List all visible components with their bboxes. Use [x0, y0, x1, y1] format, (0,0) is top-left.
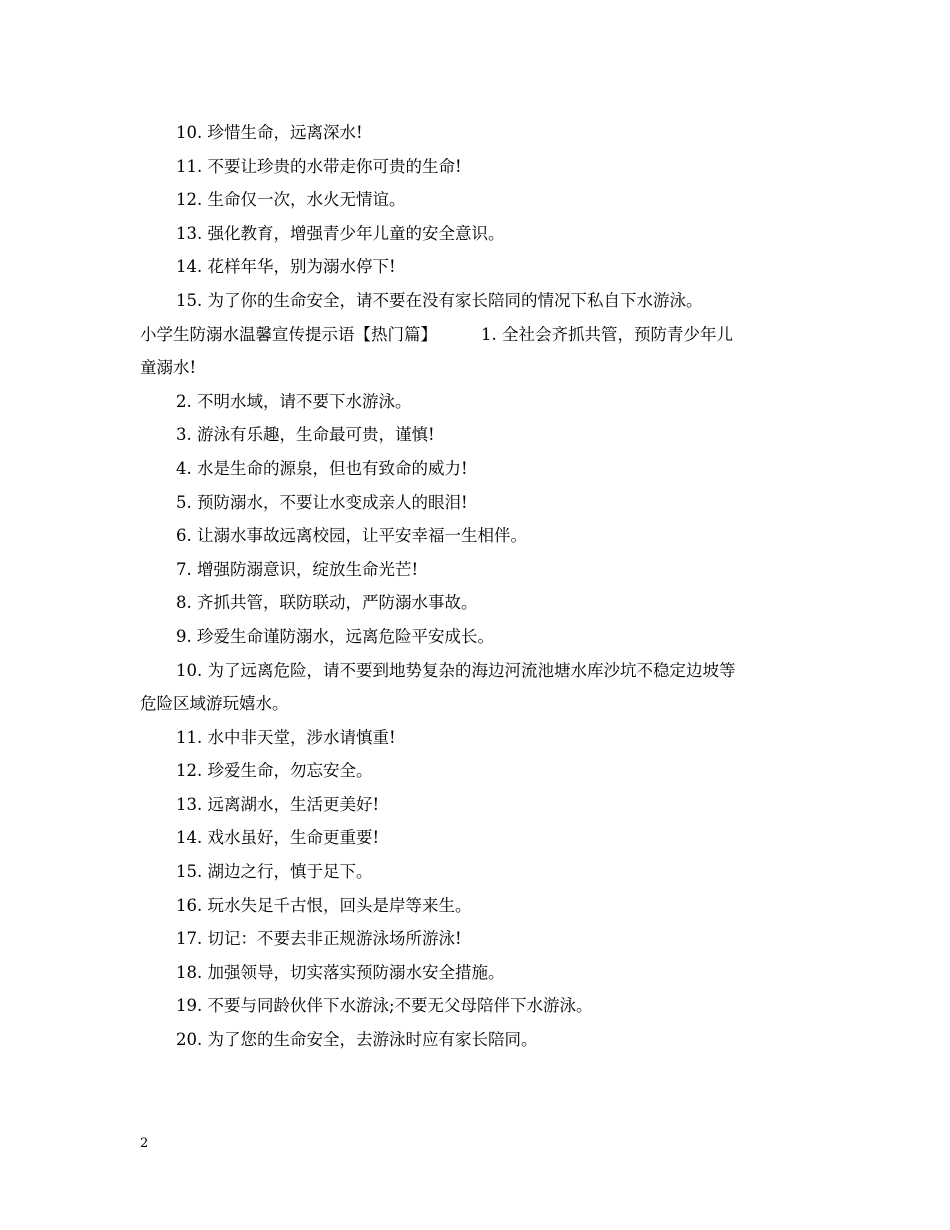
- slogan-line: 14. 戏水虽好，生命更重要!: [176, 828, 380, 848]
- slogan-line: 15. 湖边之行，慎于足下。: [176, 862, 373, 882]
- slogan-line: 12. 珍爱生命，勿忘安全。: [176, 761, 373, 781]
- slogan-line: 5. 预防溺水，不要让水变成亲人的眼泪!: [176, 492, 468, 512]
- slogan-line: 3. 游泳有乐趣，生命最可贵，谨慎!: [176, 425, 435, 445]
- slogan-line: 16. 玩水失足千古恨，回头是岸等来生。: [176, 895, 472, 915]
- slogan-line: 10. 为了远离危险，请不要到地势复杂的海边河流池塘水库沙坑不稳定边坡等: [176, 660, 736, 680]
- slogan-line: 2. 不明水域，请不要下水游泳。: [176, 391, 412, 411]
- slogan-line: 11. 水中非天堂，涉水请慎重!: [176, 727, 396, 747]
- slogan-line: 6. 让溺水事故远离校园，让平安幸福一生相伴。: [176, 526, 527, 546]
- section-heading-line: [140, 318, 816, 352]
- slogan-line: 13. 远离湖水，生活更美好!: [176, 794, 380, 814]
- slogan-line: 18. 加强领导，切实落实预防溺水安全措施。: [176, 962, 505, 982]
- slogan-line: 9. 珍爱生命谨防溺水，远离危险平安成长。: [176, 626, 494, 646]
- slogan-line: 17. 切记：不要去非正规游泳场所游泳!: [176, 929, 462, 949]
- section-heading: 小学生防溺水温馨宣传提示语【热门篇】: [140, 324, 437, 344]
- slogan-line: 15. 为了你的生命安全，请不要在没有家长陪同的情况下私自下水游泳。: [176, 290, 703, 310]
- slogan-line: 12. 生命仅一次，水火无情谊。: [176, 190, 406, 210]
- slogan-line: 4. 水是生命的源泉，但也有致命的威力!: [176, 458, 468, 478]
- slogan-item-first: 1. 全社会齐抓共管，预防青少年儿: [481, 324, 733, 344]
- slogan-line: 20. 为了您的生命安全，去游泳时应有家长陪同。: [176, 1030, 538, 1050]
- slogan-line: 19. 不要与同龄伙伴下水游泳;不要无父母陪伴下水游泳。: [176, 996, 593, 1016]
- slogan-line: 13. 强化教育，增强青少年儿童的安全意识。: [176, 223, 505, 243]
- slogan-line-continued: 危险区域游玩嬉水。: [140, 694, 289, 714]
- page-number: 2: [140, 1136, 149, 1151]
- slogan-line: 14. 花样年华，别为溺水停下!: [176, 257, 396, 277]
- slogan-line: 7. 增强防溺意识，绽放生命光芒!: [176, 559, 419, 579]
- slogan-line: 8. 齐抓共管，联防联动，严防溺水事故。: [176, 593, 478, 613]
- slogan-line: 11. 不要让珍贵的水带走你可贵的生命!: [176, 156, 462, 176]
- slogan-line: 10. 珍惜生命，远离深水!: [176, 123, 363, 142]
- document-body: [140, 116, 816, 1057]
- slogan-line-continued: 童溺水!: [140, 358, 197, 378]
